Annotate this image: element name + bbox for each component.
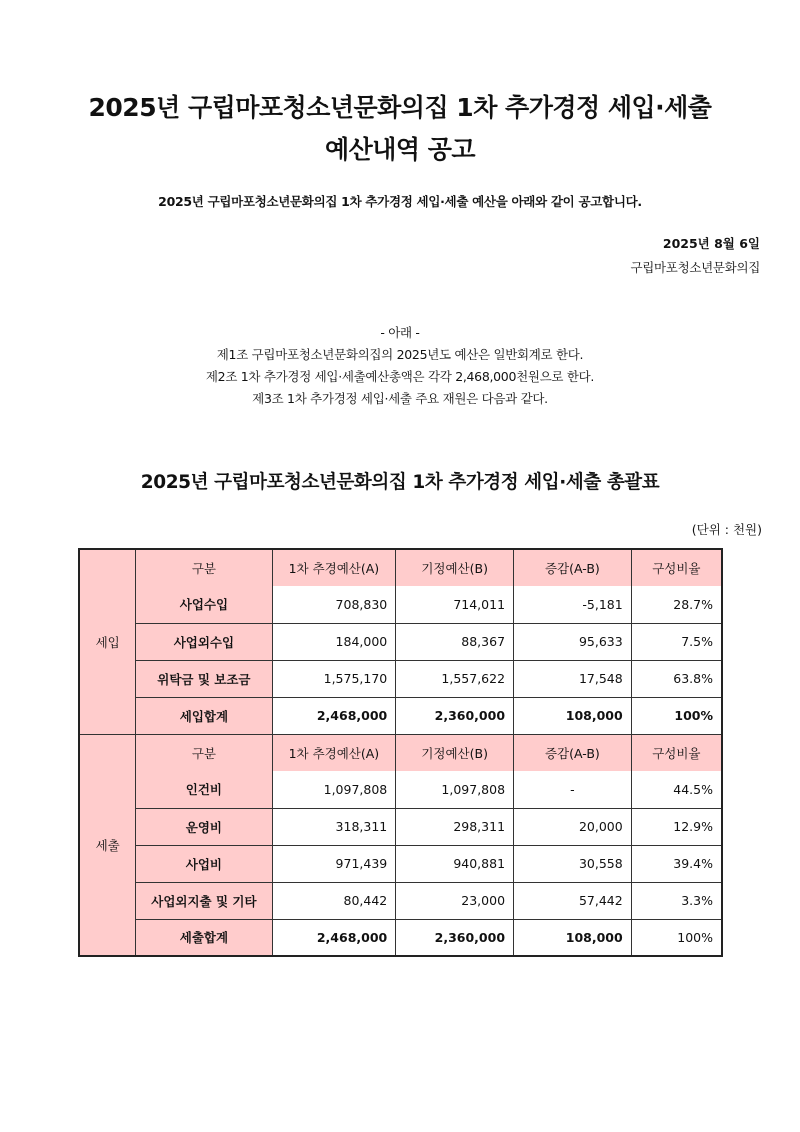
diff-value: 57,442	[514, 882, 632, 919]
ratio-value: 44.5%	[631, 771, 722, 808]
row-label: 위탁금 및 보조금	[136, 660, 272, 697]
column-header-ratio: 구성비율	[631, 549, 722, 586]
table-row	[79, 808, 722, 845]
revised-total: 2,468,000	[272, 697, 396, 734]
diff-value: 17,548	[514, 660, 632, 697]
revised-value: 971,439	[272, 845, 396, 882]
expenditure-group-label: 세출	[79, 734, 136, 956]
diff-value: 20,000	[514, 808, 632, 845]
organization-name: 구립마포청소년문화의집	[630, 260, 760, 275]
diff-value: -	[514, 771, 632, 808]
table-row	[79, 845, 722, 882]
page-title-line1: 2025년 구립마포청소년문화의집 1차 추가경정 세입·세출	[88, 93, 712, 122]
table-title: 2025년 구립마포청소년문화의집 1차 추가경정 세입·세출 총괄표	[140, 472, 660, 493]
existing-value: 298,311	[396, 808, 514, 845]
existing-total: 2,360,000	[396, 697, 514, 734]
revised-value: 80,442	[272, 882, 396, 919]
column-header-category: 구분	[136, 734, 272, 771]
table-row	[79, 771, 722, 808]
row-label: 사업수입	[136, 586, 272, 623]
diff-value: 30,558	[514, 845, 632, 882]
revised-value: 1,575,170	[272, 660, 396, 697]
column-header-diff: 증감(A-B)	[514, 734, 632, 771]
row-label: 인건비	[136, 771, 272, 808]
table-row	[79, 623, 722, 660]
existing-value: 940,881	[396, 845, 514, 882]
ratio-value: 63.8%	[631, 660, 722, 697]
revenue-group-label: 세입	[79, 549, 136, 734]
row-label: 세입합계	[136, 697, 272, 734]
article-1: 제1조 구립마포청소년문화의집의 2025년도 예산은 일반회계로 한다.	[216, 347, 584, 362]
ratio-value: 39.4%	[631, 845, 722, 882]
budget-summary-table	[78, 548, 723, 957]
intro-text: 2025년 구립마포청소년문화의집 1차 추가경정 세입·세출 예산을 아래와 같이 공고합니다.	[158, 194, 642, 209]
row-label: 세출합계	[136, 919, 272, 956]
article-2: 제2조 1차 추가경정 세입·세출예산총액은 각각 2,468,000천원으로 한다.	[205, 369, 595, 384]
diff-total: 108,000	[514, 697, 632, 734]
revenue-header-row	[79, 549, 722, 586]
existing-total: 2,360,000	[396, 919, 514, 956]
notice-header: - 아래 -	[380, 325, 420, 340]
row-label: 운영비	[136, 808, 272, 845]
table-row	[79, 660, 722, 697]
diff-value: 95,633	[514, 623, 632, 660]
revised-value: 1,097,808	[272, 771, 396, 808]
ratio-total: 100%	[631, 697, 722, 734]
column-header-diff: 증감(A-B)	[514, 549, 632, 586]
revised-value: 318,311	[272, 808, 396, 845]
existing-value: 88,367	[396, 623, 514, 660]
column-header-existing: 기정예산(B)	[396, 549, 514, 586]
ratio-value: 3.3%	[631, 882, 722, 919]
article-3: 제3조 1차 추가경정 세입·세출 주요 재원은 다음과 같다.	[252, 391, 548, 406]
column-header-existing: 기정예산(B)	[396, 734, 514, 771]
table-row	[79, 586, 722, 623]
expenditure-total-row	[79, 919, 722, 956]
page-title-line2: 예산내역 공고	[324, 135, 476, 164]
row-label: 사업외지출 및 기타	[136, 882, 272, 919]
ratio-value: 7.5%	[631, 623, 722, 660]
revised-value: 708,830	[272, 586, 396, 623]
revenue-total-row	[79, 697, 722, 734]
revised-value: 184,000	[272, 623, 396, 660]
existing-value: 1,557,622	[396, 660, 514, 697]
unit-label: (단위 : 천원)	[691, 522, 762, 537]
column-header-category: 구분	[136, 549, 272, 586]
column-header-revised: 1차 추경예산(A)	[272, 549, 396, 586]
diff-value: -5,181	[514, 586, 632, 623]
ratio-value: 28.7%	[631, 586, 722, 623]
row-label: 사업비	[136, 845, 272, 882]
diff-total: 108,000	[514, 919, 632, 956]
column-header-ratio: 구성비율	[631, 734, 722, 771]
ratio-value: 12.9%	[631, 808, 722, 845]
column-header-revised: 1차 추경예산(A)	[272, 734, 396, 771]
row-label: 사업외수입	[136, 623, 272, 660]
existing-value: 23,000	[396, 882, 514, 919]
ratio-total: 100%	[631, 919, 722, 956]
revised-total: 2,468,000	[272, 919, 396, 956]
expenditure-header-row	[79, 734, 722, 771]
announcement-date: 2025년 8월 6일	[662, 236, 760, 251]
existing-value: 714,011	[396, 586, 514, 623]
existing-value: 1,097,808	[396, 771, 514, 808]
table-row	[79, 882, 722, 919]
